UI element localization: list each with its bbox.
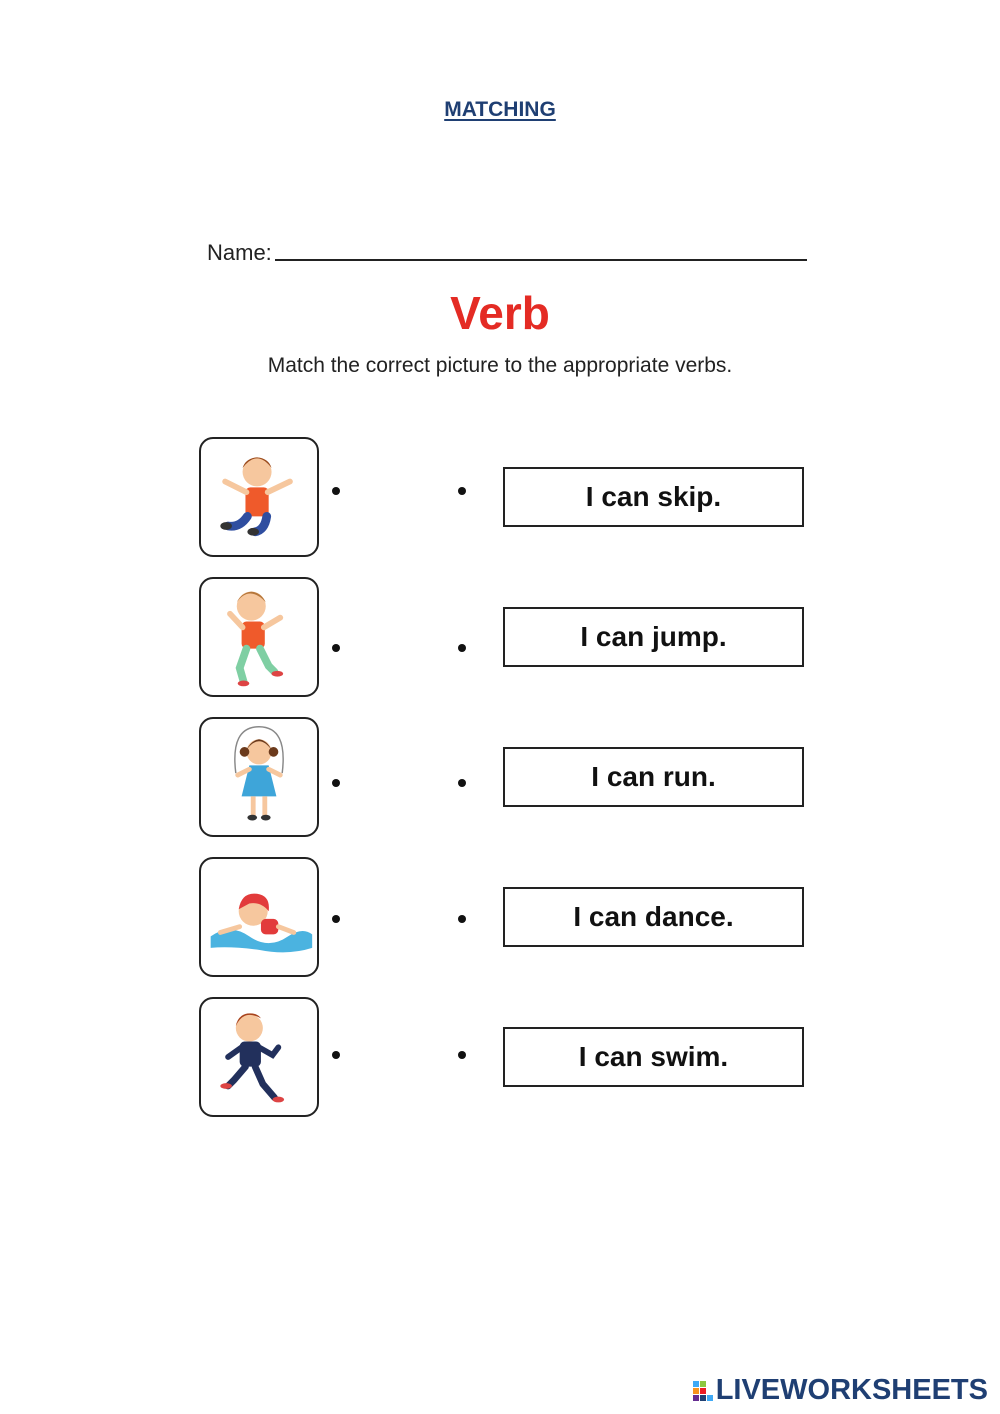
page-title: Verb	[450, 287, 550, 339]
left-dot[interactable]	[332, 915, 340, 923]
girl-skipping-rope-illustration[interactable]	[199, 717, 319, 837]
left-dot[interactable]	[332, 644, 340, 652]
boy-running-illustration[interactable]	[199, 997, 319, 1117]
boy-jumping-illustration[interactable]	[199, 437, 319, 557]
name-field	[207, 240, 807, 270]
verb-label-box: I can swim.	[503, 1027, 804, 1087]
match-row	[0, 717, 1000, 839]
match-row	[0, 437, 1000, 559]
verb-label-box: I can skip.	[503, 467, 804, 527]
right-dot[interactable]	[458, 1051, 466, 1059]
brand-name: LIVEWORKSHEETS	[715, 1373, 988, 1406]
worksheet-heading: MATCHING	[444, 98, 556, 121]
instruction-text: Match the correct picture to the appropriate verbs.	[267, 354, 733, 377]
verb-label-box: I can dance.	[503, 887, 804, 947]
right-dot[interactable]	[458, 644, 466, 652]
left-dot[interactable]	[332, 487, 340, 495]
name-label: Name:	[207, 240, 272, 265]
name-line	[275, 259, 807, 261]
left-dot[interactable]	[332, 779, 340, 787]
verb-label-box: I can run.	[503, 747, 804, 807]
boy-dancing-illustration[interactable]	[199, 577, 319, 697]
match-row	[0, 857, 1000, 979]
child-swimming-illustration[interactable]	[199, 857, 319, 977]
right-dot[interactable]	[458, 779, 466, 787]
right-dot[interactable]	[458, 487, 466, 495]
left-dot[interactable]	[332, 1051, 340, 1059]
right-dot[interactable]	[458, 915, 466, 923]
match-row	[0, 577, 1000, 699]
liveworksheets-logo-icon	[693, 1377, 713, 1403]
footer-brand	[693, 1372, 988, 1408]
match-row	[0, 997, 1000, 1119]
verb-label-box: I can jump.	[503, 607, 804, 667]
